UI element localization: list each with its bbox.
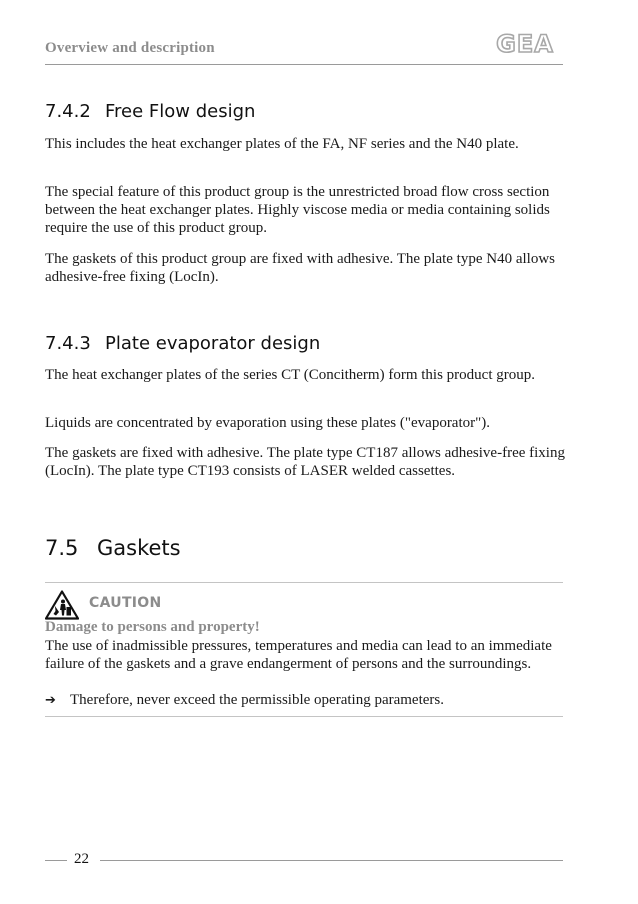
caution-action — [45, 691, 563, 710]
caution-text: The use of inadmissible pressures, temperatures and media can lead to an immediate failure of the gaskets and a grave endangerment of persons and the surroundings. — [45, 638, 552, 672]
paragraph: The special feature of this product group is the unrestricted broad flow cross section between the heat exchanger plates. Highly viscose media or media containing solids require the use of this product group. — [45, 184, 550, 236]
section-heading-7-4-2 — [45, 101, 255, 122]
section-title: Plate evaporator design — [105, 333, 321, 354]
footer-rule-right — [100, 860, 563, 861]
caution-label: CAUTION — [89, 595, 162, 611]
header-title: Overview and description — [45, 40, 215, 56]
caution-bottom-rule — [45, 716, 563, 717]
caution-notice — [45, 582, 563, 717]
logo-text: GEA — [496, 31, 554, 57]
section-number: 7.5 — [45, 536, 79, 560]
header-divider — [45, 64, 563, 65]
paragraph: Liquids are concentrated by evaporation using these plates ("evaporator"). — [45, 415, 490, 431]
paragraph: The gaskets are fixed with adhesive. The plate type CT187 allows adhesive-free fixing (LocIn). The plate type CT193 consists of LASER welded cassettes. — [45, 445, 565, 479]
arrow-right-icon: ➔ — [45, 693, 56, 708]
page-number: 22 — [74, 851, 89, 867]
paragraph: The gaskets of this product group are fixed with adhesive. The plate type N40 allows adhesive-free fixing (LocIn). — [45, 251, 556, 285]
paragraph: The heat exchanger plates of the series CT (Concitherm) form this product group. — [45, 367, 535, 383]
section-number: 7.4.3 — [45, 333, 91, 354]
section-title: Free Flow design — [105, 101, 256, 122]
section-title: Gaskets — [97, 536, 181, 560]
section-heading-7-4-3 — [45, 333, 320, 354]
warning-triangle-person-icon — [45, 590, 79, 620]
gea-logo — [486, 31, 564, 57]
caution-action-text: Therefore, never exceed the permissible operating parameters. — [70, 692, 444, 708]
section-number: 7.4.2 — [45, 101, 91, 122]
paragraph: This includes the heat exchanger plates of the FA, NF series and the N40 plate. — [45, 136, 519, 152]
section-heading-7-5 — [45, 536, 181, 560]
caution-subtitle: Damage to persons and property! — [45, 619, 260, 635]
footer-rule-left — [45, 860, 67, 861]
caution-top-rule — [45, 582, 563, 583]
